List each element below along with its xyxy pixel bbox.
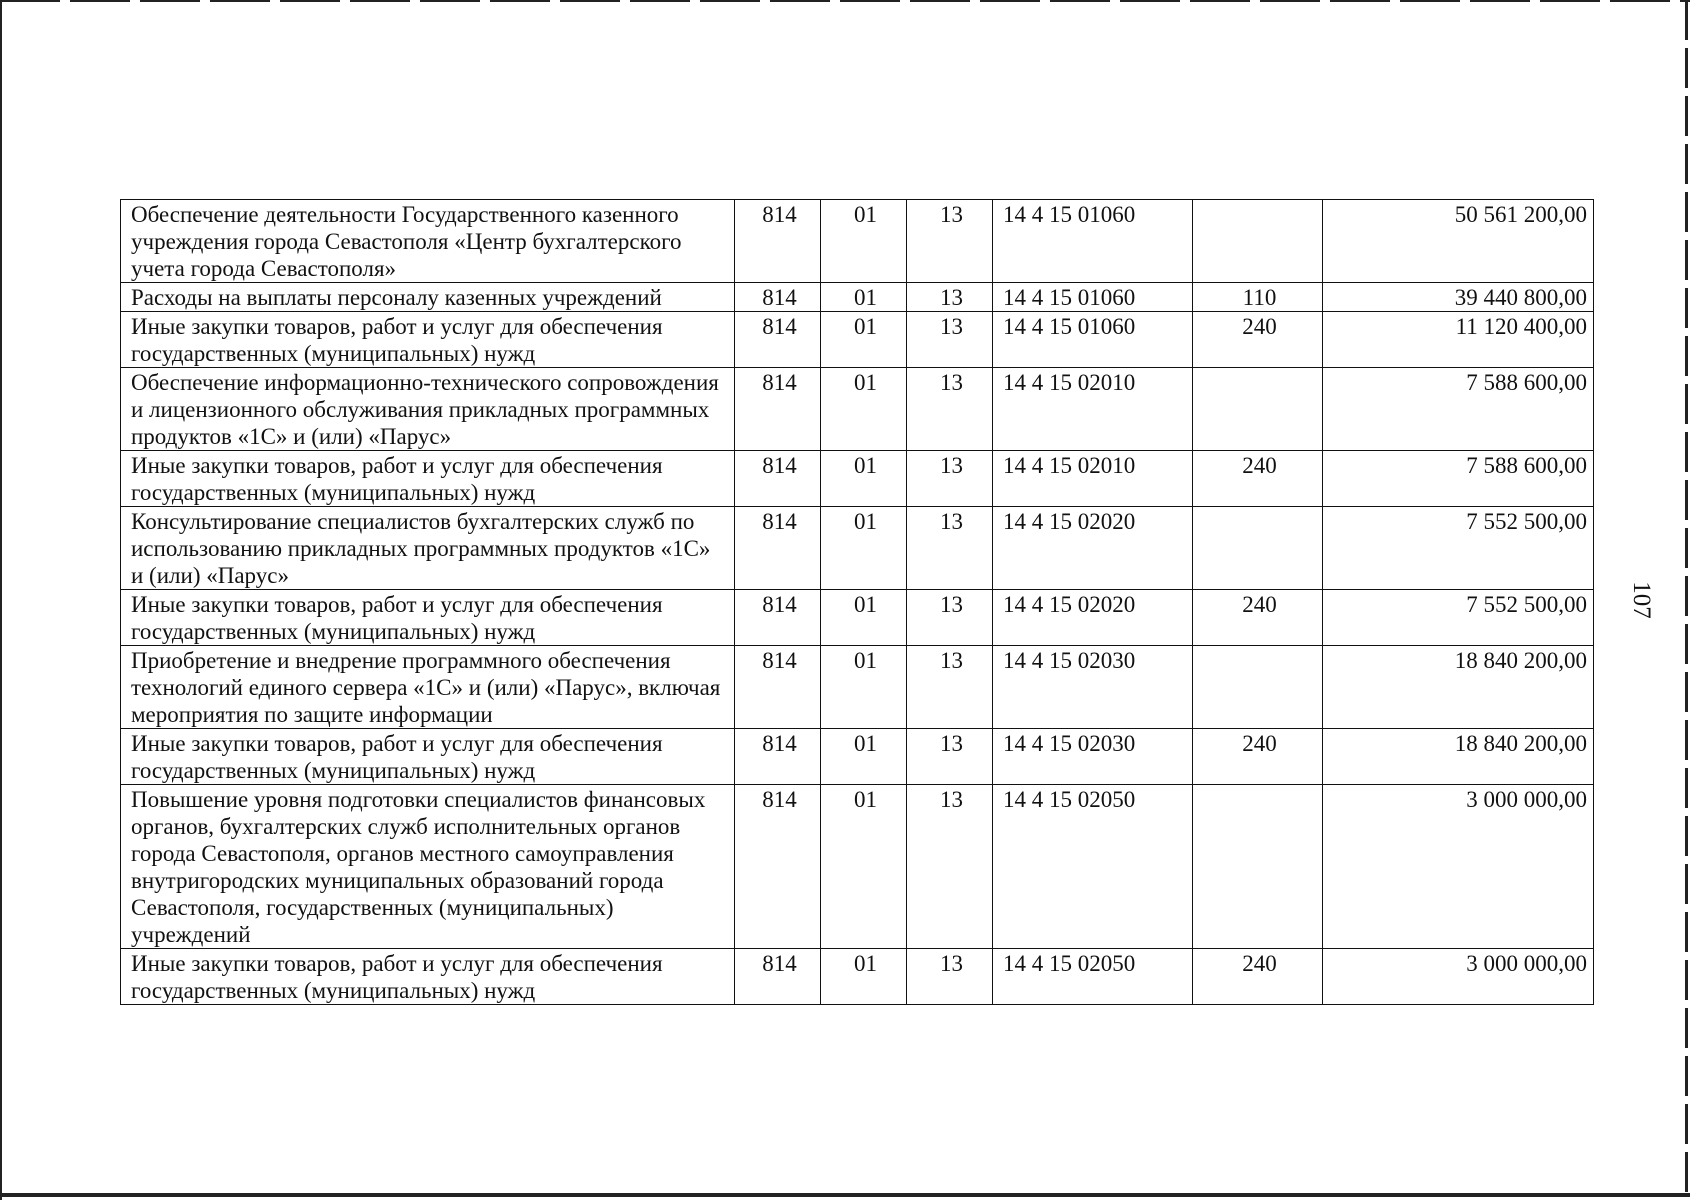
target-article-code: 14 4 15 02020	[993, 590, 1193, 646]
row-name: Иные закупки товаров, работ и услуг для обеспечения государственных (муниципальных) нужд	[121, 312, 735, 368]
section-code: 01	[821, 312, 907, 368]
table-row	[121, 949, 1594, 1005]
subsection-code: 13	[907, 451, 993, 507]
grbs-code: 814	[735, 451, 821, 507]
amount: 7 552 500,00	[1323, 590, 1594, 646]
target-article-code: 14 4 15 02050	[993, 785, 1193, 949]
section-code: 01	[821, 646, 907, 729]
expense-type-code	[1193, 785, 1323, 949]
grbs-code: 814	[735, 949, 821, 1005]
section-code: 01	[821, 507, 907, 590]
amount: 11 120 400,00	[1323, 312, 1594, 368]
target-article-code: 14 4 15 01060	[993, 312, 1193, 368]
grbs-code: 814	[735, 368, 821, 451]
amount: 3 000 000,00	[1323, 949, 1594, 1005]
row-name: Иные закупки товаров, работ и услуг для обеспечения государственных (муниципальных) нужд	[121, 451, 735, 507]
row-name: Иные закупки товаров, работ и услуг для обеспечения государственных (муниципальных) нужд	[121, 949, 735, 1005]
subsection-code: 13	[907, 590, 993, 646]
grbs-code: 814	[735, 646, 821, 729]
grbs-code: 814	[735, 312, 821, 368]
target-article-code: 14 4 15 01060	[993, 200, 1193, 283]
amount: 50 561 200,00	[1323, 200, 1594, 283]
subsection-code: 13	[907, 729, 993, 785]
table-row	[121, 312, 1594, 368]
section-code: 01	[821, 451, 907, 507]
table-row	[121, 646, 1594, 729]
expense-type-code: 240	[1193, 949, 1323, 1005]
amount: 7 588 600,00	[1323, 368, 1594, 451]
subsection-code: 13	[907, 200, 993, 283]
row-name: Расходы на выплаты персоналу казенных учреждений	[121, 283, 735, 312]
grbs-code: 814	[735, 729, 821, 785]
row-name: Повышение уровня подготовки специалистов финансовых органов, бухгалтерских служб исполнительных органов города Севастополя, органов местного самоуправления внутригородских муниципальных образований города Севастополя, государственных (муниципальных) учреждений	[121, 785, 735, 949]
amount: 7 588 600,00	[1323, 451, 1594, 507]
section-code: 01	[821, 729, 907, 785]
row-name: Иные закупки товаров, работ и услуг для обеспечения государственных (муниципальных) нужд	[121, 590, 735, 646]
amount: 18 840 200,00	[1323, 646, 1594, 729]
subsection-code: 13	[907, 949, 993, 1005]
expense-type-code	[1193, 200, 1323, 283]
subsection-code: 13	[907, 785, 993, 949]
expense-type-code	[1193, 646, 1323, 729]
table-row	[121, 451, 1594, 507]
section-code: 01	[821, 368, 907, 451]
amount: 39 440 800,00	[1323, 283, 1594, 312]
section-code: 01	[821, 283, 907, 312]
expense-type-code: 110	[1193, 283, 1323, 312]
row-name: Приобретение и внедрение программного обеспечения технологий единого сервера «1С» и (или) «Парус», включая мероприятия по защите информации	[121, 646, 735, 729]
target-article-code: 14 4 15 02010	[993, 451, 1193, 507]
target-article-code: 14 4 15 02010	[993, 368, 1193, 451]
subsection-code: 13	[907, 368, 993, 451]
table-row	[121, 507, 1594, 590]
target-article-code: 14 4 15 02050	[993, 949, 1193, 1005]
amount: 7 552 500,00	[1323, 507, 1594, 590]
subsection-code: 13	[907, 312, 993, 368]
scan-edge-left	[0, 0, 2, 1200]
budget-table	[120, 199, 1594, 1005]
expense-type-code: 240	[1193, 590, 1323, 646]
section-code: 01	[821, 949, 907, 1005]
scan-edge-right	[1685, 0, 1688, 1200]
row-name: Иные закупки товаров, работ и услуг для обеспечения государственных (муниципальных) нужд	[121, 729, 735, 785]
table-row	[121, 590, 1594, 646]
table-row	[121, 200, 1594, 283]
target-article-code: 14 4 15 02030	[993, 729, 1193, 785]
table-row	[121, 283, 1594, 312]
target-article-code: 14 4 15 02030	[993, 646, 1193, 729]
section-code: 01	[821, 785, 907, 949]
grbs-code: 814	[735, 785, 821, 949]
subsection-code: 13	[907, 507, 993, 590]
amount: 18 840 200,00	[1323, 729, 1594, 785]
table-row	[121, 785, 1594, 949]
subsection-code: 13	[907, 646, 993, 729]
section-code: 01	[821, 200, 907, 283]
target-article-code: 14 4 15 01060	[993, 283, 1193, 312]
expense-type-code: 240	[1193, 451, 1323, 507]
table-row	[121, 368, 1594, 451]
grbs-code: 814	[735, 283, 821, 312]
expense-type-code: 240	[1193, 729, 1323, 785]
page-number: 107	[1627, 581, 1655, 619]
grbs-code: 814	[735, 200, 821, 283]
expense-type-code: 240	[1193, 312, 1323, 368]
grbs-code: 814	[735, 590, 821, 646]
expense-type-code	[1193, 368, 1323, 451]
grbs-code: 814	[735, 507, 821, 590]
target-article-code: 14 4 15 02020	[993, 507, 1193, 590]
subsection-code: 13	[907, 283, 993, 312]
scan-edge-bottom	[0, 1193, 1690, 1197]
row-name: Обеспечение информационно-технического сопровождения и лицензионного обслуживания прикладных программных продуктов «1С» и (или) «Парус»	[121, 368, 735, 451]
scan-edge-top	[0, 0, 1690, 2]
amount: 3 000 000,00	[1323, 785, 1594, 949]
table-row	[121, 729, 1594, 785]
section-code: 01	[821, 590, 907, 646]
expense-type-code	[1193, 507, 1323, 590]
row-name: Обеспечение деятельности Государственного казенного учреждения города Севастополя «Центр бухгалтерского учета города Севастополя»	[121, 200, 735, 283]
row-name: Консультирование специалистов бухгалтерских служб по использованию прикладных программных продуктов «1С» и (или) «Парус»	[121, 507, 735, 590]
